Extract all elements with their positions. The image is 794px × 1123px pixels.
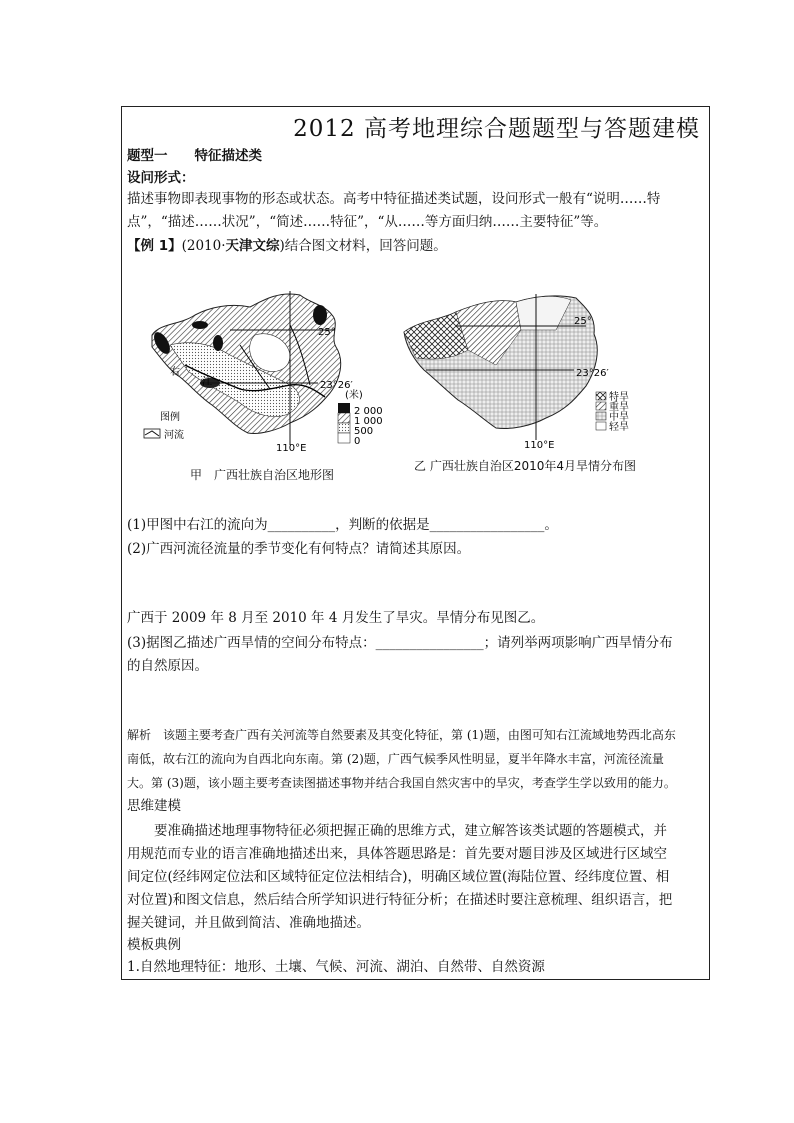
- map-b-legend-moderate: 中旱: [609, 412, 629, 423]
- drought-swatch-light: [596, 422, 606, 430]
- question-3: (3)据图乙描述广西旱情的空间分布特点：________________；请列举两项影响广西旱情分布的自然原因。: [127, 635, 673, 674]
- terrain-map: [140, 285, 395, 455]
- example-line: [127, 236, 447, 256]
- example-source-rest: )结合图文材料，回答问题。: [279, 238, 447, 254]
- map-a-river-jiang-label: 江: [202, 377, 212, 388]
- map-a-legend-river: 河流: [164, 430, 184, 441]
- thinking-text: 要准确描述地理事物特征必须把握正确的思维方式，建立解答该类试题的答题模式，并用规范而专业的语言准确地描述出来，具体答题思路是：首先要对题目涉及区域进行区域空间定位(经纬网定位法和区域特征定位法相结合)，明确区域位置(海陆位置、经纬度位置、相对位置)和图文信息，然后结合所学知识进行特征分析；在描述时要注意梳理、组织语言，把握关键词，并且做到简洁、准确地描述。: [127, 823, 673, 931]
- map-a-elev-500: 500: [354, 426, 374, 437]
- elev-swatch-low: [338, 423, 350, 433]
- template-heading: 模板典例: [127, 937, 181, 953]
- question-type-heading: 题型一 特征描述类: [127, 148, 262, 164]
- question-form-heading: 设问形式：: [127, 170, 195, 186]
- thinking-heading: 思维建模: [127, 798, 181, 814]
- drought-swatch-moderate: [596, 412, 606, 420]
- map-a-caption: 甲 广西壮族自治区地形图: [190, 468, 335, 482]
- map-a-elev-1000: 1 000: [354, 416, 383, 427]
- elev-swatch-plain: [338, 433, 350, 443]
- example-source-open: (2010·: [181, 238, 226, 254]
- map-b-legend-severe: 重旱: [609, 402, 629, 413]
- map-a-elev-0: 0: [354, 436, 361, 447]
- drought-swatch-severe: [596, 402, 606, 410]
- elev-swatch-high: [338, 403, 350, 413]
- map-a-lat-25-label: 25°: [318, 327, 336, 338]
- map-b-caption: 乙 广西壮族自治区2010年4月旱情分布图: [414, 459, 636, 473]
- map-b-lat-25-label: 25°: [574, 316, 592, 327]
- template-item-1: 1.自然地理特征：地形、土壤、气候、河流、湖泊、自然带、自然资源: [127, 959, 545, 975]
- map-b-legend-light: 轻旱: [609, 422, 629, 433]
- drought-swatch-extreme: [596, 392, 606, 400]
- page-title: 2012 高考地理综合题题型与答题建模: [293, 116, 700, 142]
- map-a-elev-2000: 2 000: [354, 406, 383, 417]
- map-a-lat-23-label: 23°26′: [320, 380, 353, 391]
- river-legend-icon: [144, 429, 160, 438]
- map-b-legend-extreme: 特旱: [609, 392, 629, 403]
- example-tag: 【例 1】: [127, 238, 182, 254]
- question-2: (2)广西河流径流量的季节变化有何特点？请简述其原因。: [127, 541, 471, 557]
- drought-map: [396, 290, 646, 455]
- analysis-text: 解析 该题主要考查广西有关河流等自然要素及其变化特征，第 (1)题，由图可知右江流域地势西北高东南低，故右江的流向为自西北向东南。第 (2)题，广西气候季风性明显，夏半年降水丰富，河流径流量大。第 (3)题，该小题主要考查读图描述事物并结合我国自然灾害中的旱灾，考查学生学以致用的能力。: [127, 728, 676, 790]
- question-1: (1)甲图中右江的流向为__________，判断的依据是_________________。: [127, 517, 558, 533]
- map-a-legend-title: 图例: [160, 412, 180, 423]
- map-a-elev-unit: (米): [345, 390, 363, 401]
- example-source-bold: 天津文综: [225, 238, 280, 254]
- map-a-river-you-label: 右: [170, 367, 180, 378]
- question-form-description: 描述事物即表现事物的形态或状态。高考中特征描述类试题，设问形式一般有“说明……特点”，“描述……状况”，“简述……特征”，“从……等方面归纳……主要特征”等。: [127, 191, 661, 230]
- elev-swatch-mid: [338, 413, 350, 423]
- map-b-lat-23-label: 23°26′: [576, 368, 609, 379]
- map-a-lon-110-label: 110°E: [276, 443, 307, 454]
- question-3-intro: 广西于 2009 年 8 月至 2010 年 4 月发生了旱灾。旱情分布见图乙。: [127, 610, 545, 626]
- map-b-lon-110-label: 110°E: [524, 440, 555, 451]
